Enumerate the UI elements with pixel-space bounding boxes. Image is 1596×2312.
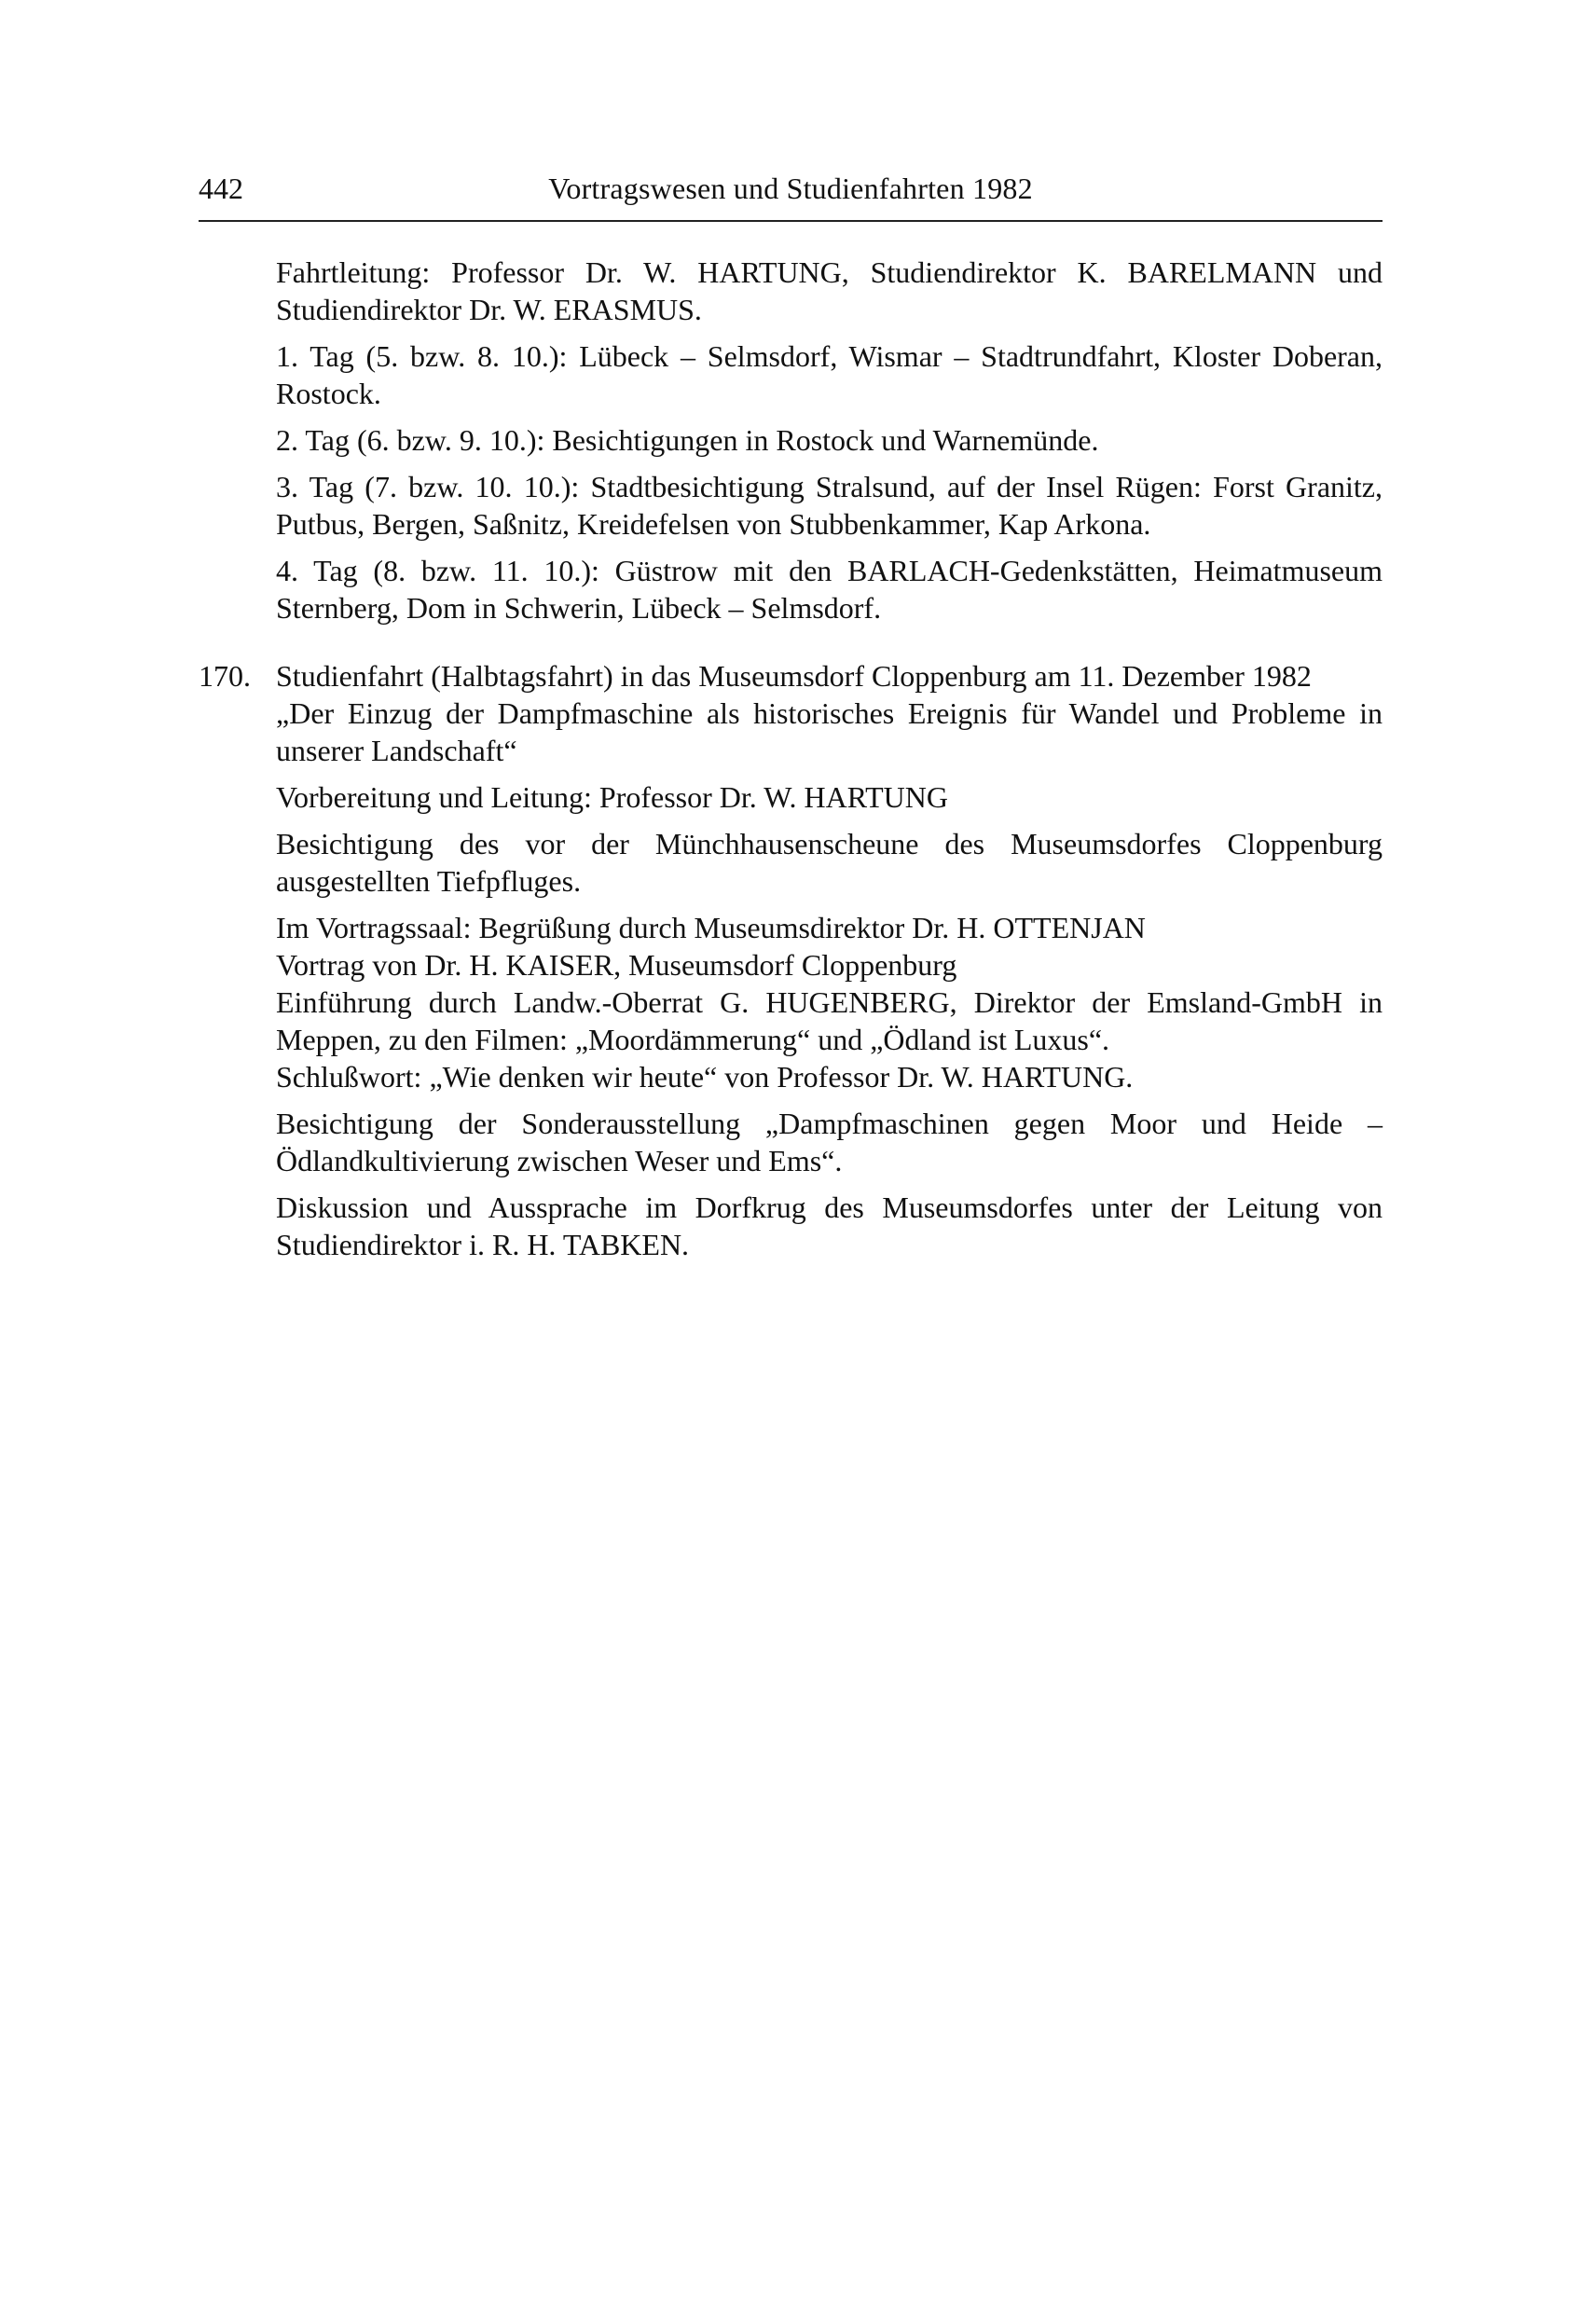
entry-body — [276, 657, 1383, 1273]
entry-discussion: Diskussion und Aussprache im Dorfkrug des Museumsdorfes unter der Leitung von Studiendirektor i. R. H. TABKEN. — [276, 1190, 1383, 1261]
lecture-talk: Vortrag von Dr. H. KAISER, Museumsdorf Cloppenburg — [276, 948, 957, 982]
day-2: 2. Tag (6. bzw. 9. 10.): Besichtigungen in Rostock und Warnemünde. — [276, 423, 1099, 457]
entry-exhibition: Besichtigung der Sonderausstellung „Dampfmaschinen gegen Moor und Heide – Ödlandkultivierung zwischen Weser und Ems“. — [276, 1107, 1383, 1177]
entry-visit-plough: Besichtigung des vor der Münchhausenscheune des Museumsdorfes Cloppenburg ausgestellten Tiefpfluges. — [276, 827, 1383, 898]
day-1: 1. Tag (5. bzw. 8. 10.): Lübeck – Selmsdorf, Wismar – Stadtrundfahrt, Kloster Doberan, Rostock. — [276, 339, 1383, 410]
lecture-films: Einführung durch Landw.-Oberrat G. HUGENBERG, Direktor der Emsland-GmbH in Meppen, zu den Filmen: „Moordämmerung“ und „Ödland ist Luxus“. — [276, 985, 1383, 1056]
entry-theme: „Der Einzug der Dampfmaschine als historisches Ereignis für Wandel und Probleme in unserer Landschaft“ — [276, 696, 1383, 767]
page-number: 442 — [199, 172, 243, 205]
header-title: Vortragswesen und Studienfahrten 1982 — [548, 172, 1033, 205]
entry-title: Studienfahrt (Halbtagsfahrt) in das Museumsdorf Cloppenburg am 11. Dezember 1982 — [276, 659, 1312, 693]
lecture-welcome: Im Vortragssaal: Begrüßung durch Museumsdirektor Dr. H. OTTENJAN — [276, 911, 1146, 944]
lecture-closing: Schlußwort: „Wie denken wir heute“ von Professor Dr. W. HARTUNG. — [276, 1060, 1134, 1094]
day-3: 3. Tag (7. bzw. 10. 10.): Stadtbesichtigung Stralsund, auf der Insel Rügen: Forst Granitz, Putbus, Bergen, Saßnitz, Kreidefelsen von Stubbenkammer, Kap Arkona. — [276, 470, 1383, 541]
entry-169-continuation — [276, 254, 1383, 636]
entry-number: 170. — [199, 659, 251, 693]
running-head — [199, 166, 1383, 211]
entry-preparation: Vorbereitung und Leitung: Professor Dr. W. HARTUNG — [276, 780, 948, 814]
day-4: 4. Tag (8. bzw. 11. 10.): Güstrow mit den BARLACH-Gedenkstätten, Heimatmuseum Sternberg, Dom in Schwerin, Lübeck – Selmsdorf. — [276, 554, 1383, 625]
header-rule — [199, 220, 1383, 222]
trip-leadership: Fahrtleitung: Professor Dr. W. HARTUNG, Studiendirektor K. BARELMANN und Studiendirektor Dr. W. ERASMUS. — [276, 255, 1383, 326]
